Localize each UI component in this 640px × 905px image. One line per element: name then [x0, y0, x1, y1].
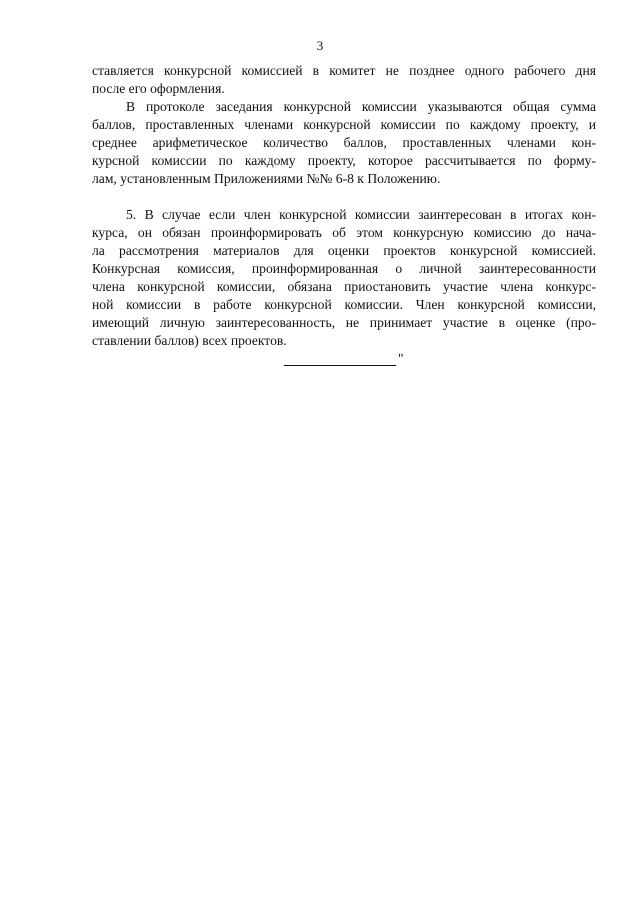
paragraph-clause-5	[92, 206, 596, 350]
underline-rule	[284, 365, 396, 366]
text-line: ной комиссии в работе конкурсной комиссии. Член конкурсной комиссии,	[92, 297, 596, 312]
text-line: имеющий личную заинтересованность, не принимает участие в оценке (про-	[92, 315, 596, 330]
document-body	[92, 62, 596, 350]
text-line: среднее арифметическое количество баллов, проставленных членами кон-	[92, 135, 596, 150]
paragraph-protocol	[92, 98, 596, 188]
text-line: ставляется конкурсной комиссией в комитет не позднее одного рабочего дня	[92, 63, 596, 78]
text-line: ставлении баллов) всех проектов.	[92, 333, 287, 348]
text-line: после его оформления.	[92, 81, 225, 96]
text-line: Конкурсная комиссия, проинформированная о личной заинтересованности	[92, 261, 596, 276]
text-line: ла рассмотрения материалов для оценки проектов конкурсной комиссией.	[92, 243, 596, 258]
text-line: баллов, проставленных членами конкурсной комиссии по каждому проекту, и	[92, 117, 596, 132]
text-line: курса, он обязан проинформировать об этом конкурсную комиссию до нача-	[92, 225, 596, 240]
text-line: курсной комиссии по каждому проекту, которое рассчитывается по форму-	[92, 153, 596, 168]
closing-signature-line	[284, 350, 414, 368]
paragraph-continuation	[92, 62, 596, 98]
text-line: члена конкурсной комиссии, обязана приостановить участие члена конкурс-	[92, 279, 596, 294]
closing-quote: "	[398, 351, 404, 366]
text-line: лам, установленным Приложениями №№ 6-8 к Положению.	[92, 171, 441, 186]
page-number: 3	[316, 38, 324, 53]
text-line: В протоколе заседания конкурсной комиссии указываются общая сумма	[126, 99, 596, 114]
text-line: 5. В случае если член конкурсной комиссии заинтересован в итогах кон-	[126, 207, 596, 222]
